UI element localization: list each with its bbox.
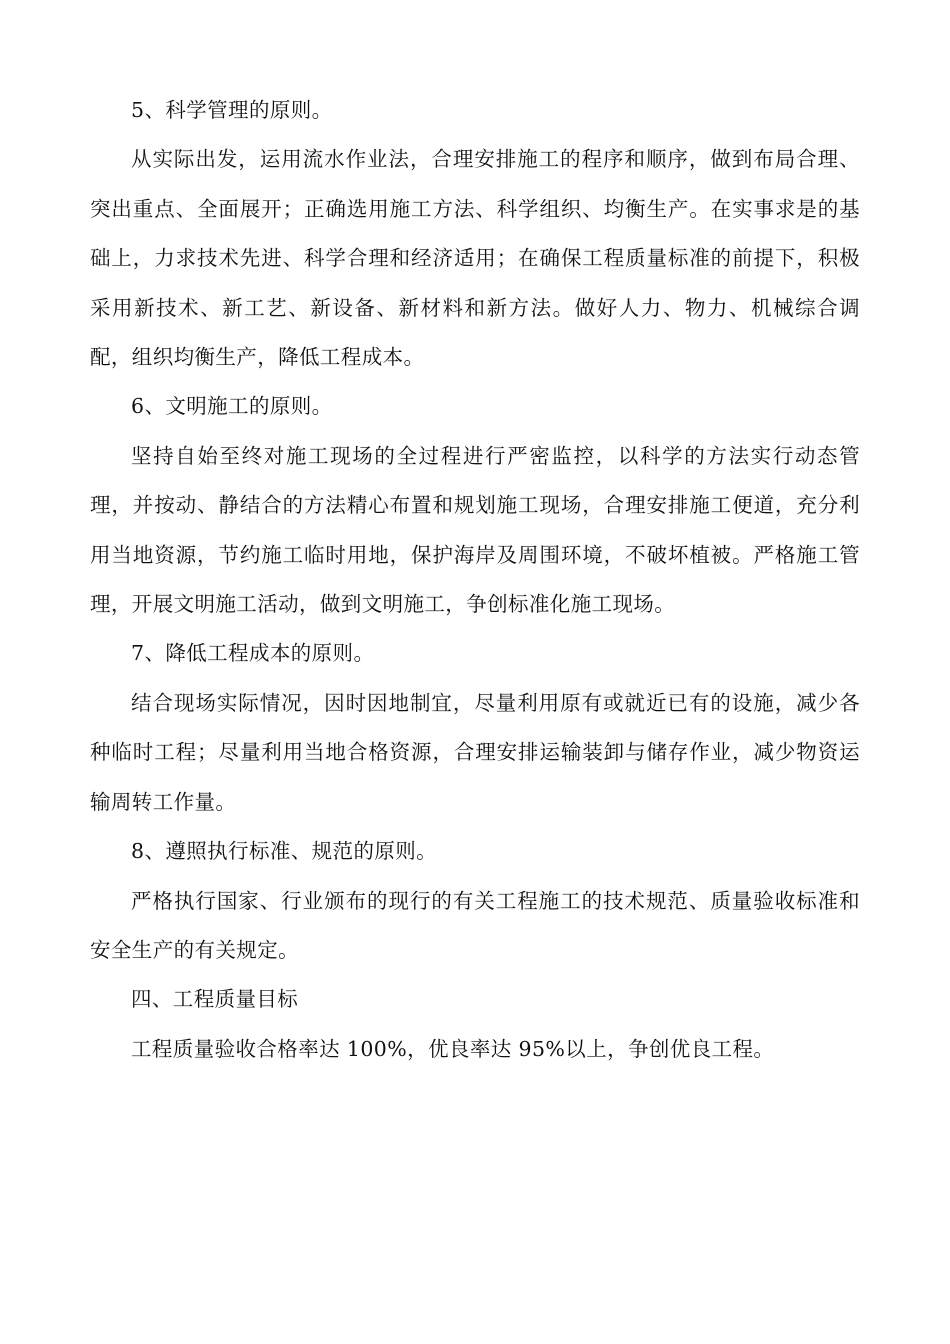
section-paragraph-8: 严格执行国家、行业颁布的现行的有关工程施工的技术规范、质量验收标准和安全生产的有关规定。 [90, 888, 860, 962]
section-heading-6: 6、文明施工的原则。 [131, 394, 333, 419]
section-heading-5: 5、科学管理的原则。 [131, 98, 333, 122]
section-paragraph-6: 坚持自始至终对施工现场的全过程进行严密监控，以科学的方法实行动态管理，并按动、静结合的方法精心布置和规划施工现场，合理安排施工便道，充分利用当地资源，节约施工临时用地，保护海岸及周围环境，不破坏植被。严格施工管理，开展文明施工活动，做到文明施工，争创标准化施工现场。 [90, 443, 860, 617]
document-body [90, 86, 860, 1074]
section-paragraph-7: 结合现场实际情况，因时因地制宜，尽量利用原有或就近已有的设施，减少各种临时工程；尽量利用当地合格资源，合理安排运输装卸与储存作业，减少物资运输周转工作量。 [90, 690, 860, 814]
section-heading-8: 8、遵照执行标准、规范的原则。 [131, 839, 438, 864]
section-paragraph-5: 从实际出发，运用流水作业法，合理安排施工的程序和顺序，做到布局合理、突出重点、全面展开；正确选用施工方法、科学组织、均衡生产。在实事求是的基础上，力求技术先进、科学合理和经济适用；在确保工程质量标准的前提下，积极采用新技术、新工艺、新设备、新材料和新方法。做好人力、物力、机械综合调配，组织均衡生产，降低工程成本。 [90, 147, 860, 370]
section-heading-7: 7、降低工程成本的原则。 [131, 641, 375, 666]
section-paragraph-quality-target: 工程质量验收合格率达 100%，优良率达 95%以上，争创优良工程。 [131, 1036, 775, 1061]
section-heading-quality-target: 四、工程质量目标 [131, 987, 299, 1012]
